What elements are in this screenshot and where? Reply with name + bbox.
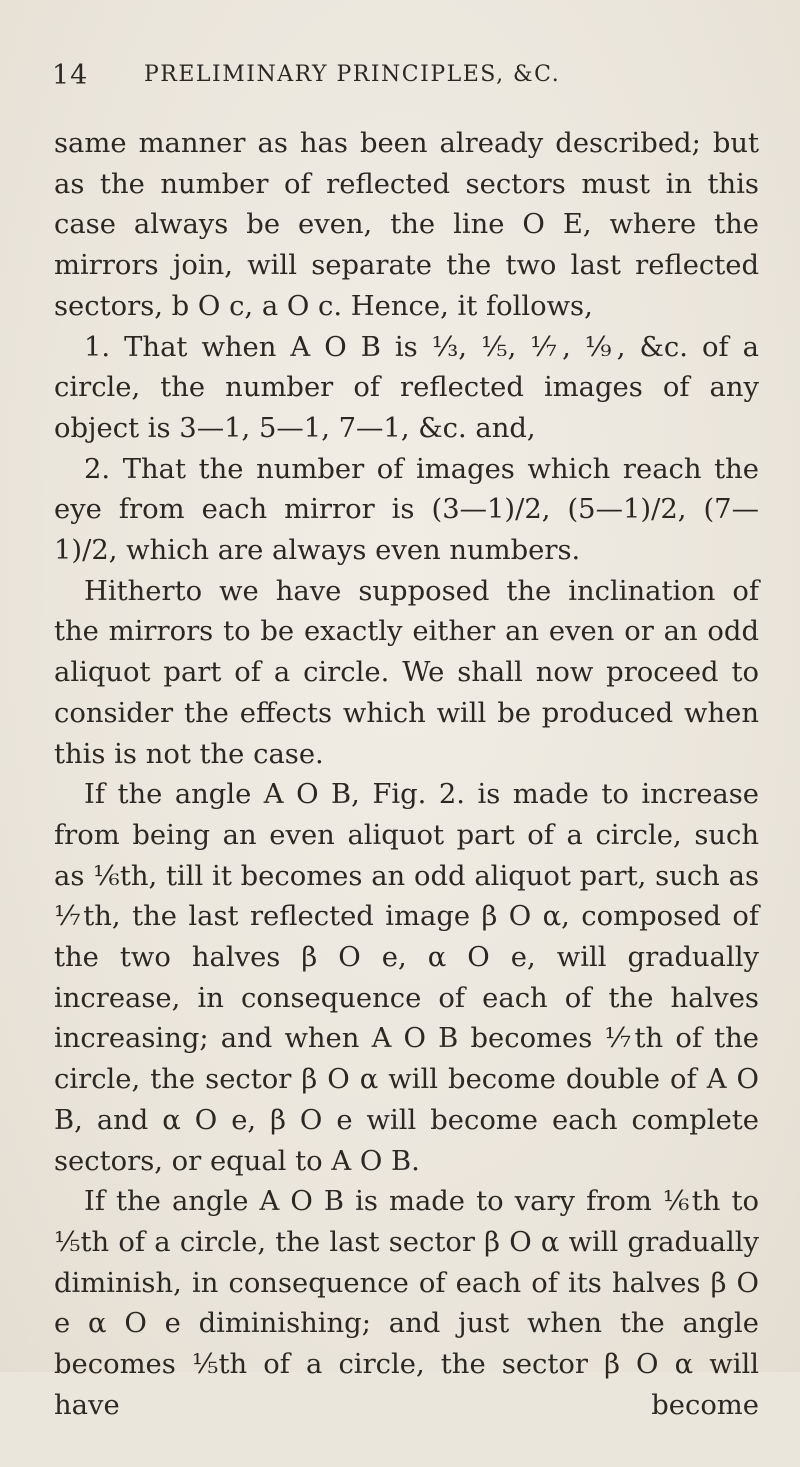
page-number: 14	[52, 60, 89, 91]
paragraph: Hitherto we have supposed the inclination of the mirrors to be exactly either an even or an odd aliquot part of a circle. We shall now proceed to consider the effects which will be produced when this is not the case.	[54, 575, 759, 770]
page-body	[54, 124, 759, 1467]
paragraph: 1. That when A O B is ⅓, ⅕, ⅐, ⅑, &c. of a circle, the number of reflected images of any object is 3—1, 5—1, 7—1, &c. and,	[54, 331, 759, 444]
paragraph: If the angle A O B is made to vary from ⅙th to ⅕th of a circle, the last sector β O α will gradually diminish, in consequence of each of its halves β O e α O e diminishing; and just when the angle becomes ⅕th of a circle, the sector β O α will have become	[54, 1186, 759, 1421]
paragraph: 2. That the number of images which reach the eye from each mirror is (3—1)/2, (5—1)/2, (7—1)/2, which are always even numbers.	[54, 453, 759, 567]
paragraph: If the angle A O B, Fig. 2. is made to increase from being an even aliquot part of a circle, such as ⅙th, till it becomes an odd aliquot part, such as ⅐th, the last reflected image β O α, composed of the two halves β O e, α O e, will gradually increase, in consequence of each of the halves increasing; and when A O B becomes ⅐th of the circle, the sector β O α will become double of A O B, and α O e, β O e will become each complete sectors, or equal to A O B.	[54, 779, 759, 1177]
running-title: PRELIMINARY PRINCIPLES, &C.	[144, 62, 561, 87]
paragraph: same manner as has been already described; but as the number of reflected sectors must in this case always be even, the line O E, where the mirrors join, will separate the two last reflected sectors, b O c, a O c. Hence, it follows,	[54, 128, 759, 322]
page-header	[52, 60, 757, 100]
